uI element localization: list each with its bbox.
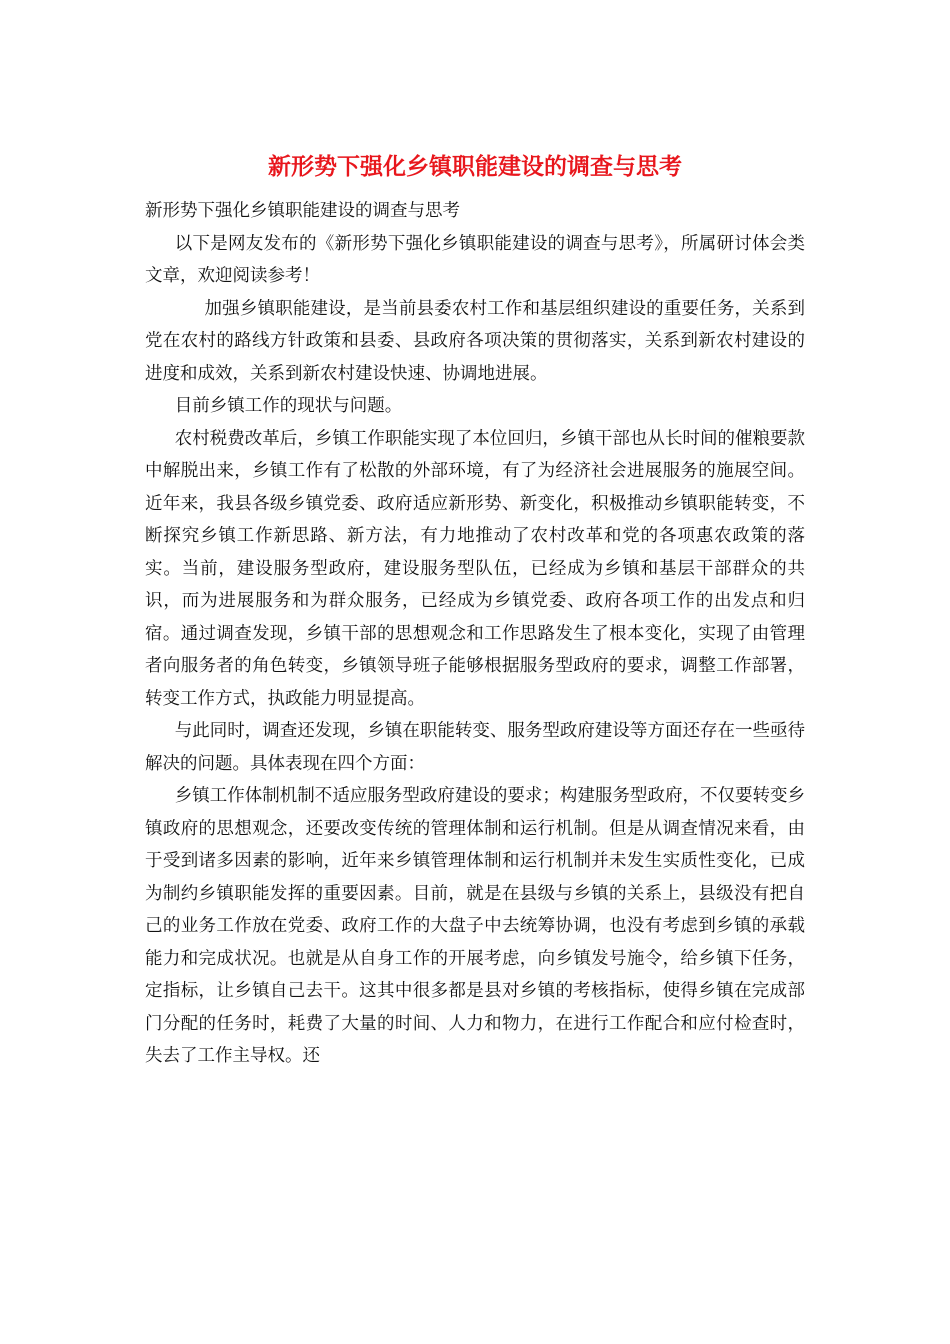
document-title: 新形势下强化乡镇职能建设的调查与思考 [268,153,682,180]
paragraph-subtitle: 新形势下强化乡镇职能建设的调查与思考 [145,201,460,221]
paragraph: 农村税费改革后，乡镇工作职能实现了本位回归，乡镇干部也从长时间的催粮要款中解脱出来，乡镇工作有了松散的外部环境，有了为经济社会进展服务的施展空间。近年来，我县各级乡镇党委、政府适应新形势、新变化，积极推动乡镇职能转变，不断探究乡镇工作新思路、新方法，有力地推动了农村改革和党的各项惠农政策的落实。当前，建设服务型政府，建设服务型队伍，已经成为乡镇和基层干部群众的共识，而为进展服务和为群众服务，已经成为乡镇党委、政府各项工作的出发点和归宿。通过调查发现，乡镇干部的思想观念和工作思路发生了根本变化，实现了由管理者向服务者的角色转变，乡镇领导班子能够根据服务型政府的要求，调整工作部署，转变工作方式，执政能力明显提高。 [145,428,805,709]
paragraph: 与此同时，调查还发现，乡镇在职能转变、服务型政府建设等方面还存在一些亟待解决的问题。具体表现在四个方面： [145,721,805,774]
paragraph-intro: 以下是网友发布的《新形势下强化乡镇职能建设的调查与思考》，所属研讨体会类文章，欢迎阅读参考！ [145,233,805,286]
paragraph: 加强乡镇职能建设，是当前县委农村工作和基层组织建设的重要任务，关系到党在农村的路线方针政策和县委、县政府各项决策的贯彻落实，关系到新农村建设的进度和成效，关系到新农村建设快速、协调地进展。 [145,298,805,384]
section-heading: 目前乡镇工作的现状与问题。 [174,396,403,416]
document-body [145,195,805,1073]
paragraph: 乡镇工作体制机制不适应服务型政府建设的要求；构建服务型政府，不仅要转变乡镇政府的思想观念，还要改变传统的管理体制和运行机制。但是从调查情况来看，由于受到诸多因素的影响，近年来乡镇管理体制和运行机制并未发生实质性变化，已成为制约乡镇职能发挥的重要因素。目前，就是在县级与乡镇的关系上，县级没有把自己的业务工作放在党委、政府工作的大盘子中去统筹协调，也没有考虑到乡镇的承载能力和完成状况。也就是从自身工作的开展考虑，向乡镇发号施令，给乡镇下任务，定指标，让乡镇自己去干。这其中很多都是县对乡镇的考核指标，使得乡镇在完成部门分配的任务时，耗费了大量的时间、人力和物力，在进行工作配合和应付检查时，失去了工作主导权。还 [145,786,805,1066]
